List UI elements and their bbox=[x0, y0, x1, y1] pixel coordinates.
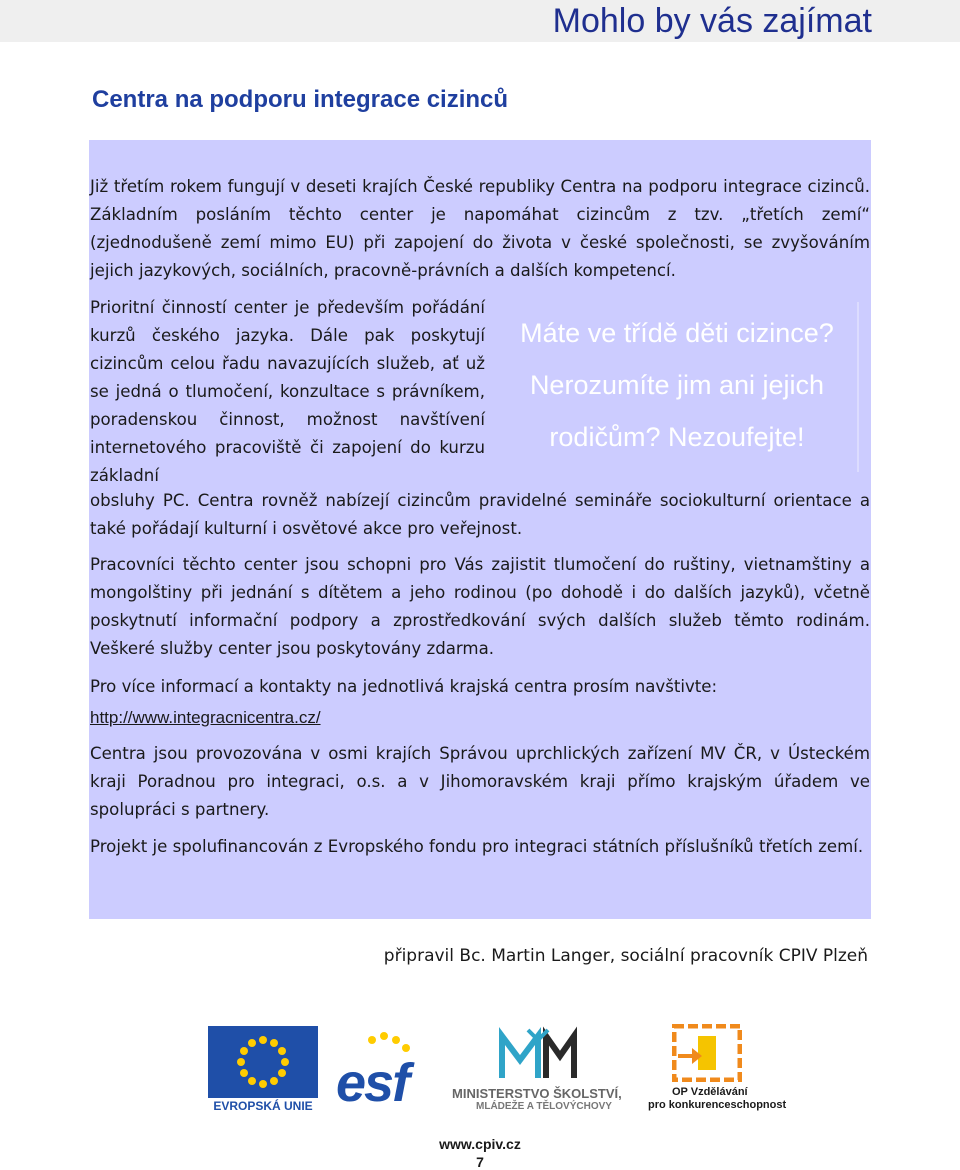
paragraph-activities: Prioritní činností center je především pořádání kurzů českého jazyka. Dále pak poskytují cizincům celou řadu navazujících služeb, ať už se jedná o tlumočení, konzultace s právníkem, poradenskou činnost, možnost navštívení internetového pracoviště či zapojení do kurzu základní bbox=[90, 298, 485, 485]
callout-box bbox=[497, 302, 859, 472]
op-label-line-2: pro konkurenceschopnost bbox=[648, 1099, 787, 1111]
callout-line-3: rodičům? Nezoufejte! bbox=[549, 422, 805, 452]
op-vzdelavani-logo bbox=[672, 1024, 742, 1082]
footer-website: www.cpiv.cz bbox=[439, 1136, 521, 1152]
header-title: Mohlo by vás zajímat bbox=[552, 2, 872, 40]
paragraph-intro: Již třetím rokem fungují v deseti krajích České republiky Centra na podporu integrace cizinců. Základním posláním těchto center je napomáhat cizincům z tzv. „třetích zemí“ (zjednodušeně zemí mimo EU) při zapojení do života v české společnosti, se zvyšováním jejich jazykových, sociálních, pracovně-právních a dalších kompetencí. bbox=[90, 177, 870, 280]
eu-flag-logo bbox=[208, 1026, 318, 1098]
integration-centres-link[interactable]: http://www.integracnicentra.cz/ bbox=[90, 708, 321, 727]
paragraph-operators: Centra jsou provozována v osmi krajích Správou uprchlických zařízení MV ČR, v Ústeckém kraji Poradnou pro integraci, o.s. a v Jihomoravském kraji přímo krajským úřadem ve spolupráci s partnery. bbox=[90, 744, 870, 819]
callout-line-2: Nerozumíte jim ani jejich bbox=[529, 370, 825, 400]
page-number: 7 bbox=[476, 1154, 484, 1170]
eu-logo-label: EVROPSKÁ UNIE bbox=[213, 1099, 313, 1113]
msmt-logo bbox=[498, 1026, 590, 1082]
paragraph-seminars: obsluhy PC. Centra rovněž nabízejí cizincům pravidelné semináře sociokulturní orientace a také pořádají kulturní i osvětové akce pro veřejnost. bbox=[90, 491, 870, 538]
msmt-label-line-1: MINISTERSTVO ŠKOLSTVÍ, bbox=[452, 1086, 622, 1101]
msmt-label-line-2: MLÁDEŽE A TĚLOVÝCHOVY bbox=[476, 1101, 612, 1112]
callout-line-1: Máte ve třídě děti cizince? bbox=[520, 318, 834, 348]
paragraph-funding: Projekt je spolufinancován z Evropského fondu pro integraci státních příslušníků třetích zemí. bbox=[90, 837, 864, 856]
esf-logo-text: esf bbox=[336, 1053, 409, 1113]
paragraph-more-info: Pro více informací a kontakty na jednotlivá krajská centra prosím navštivte: bbox=[90, 677, 718, 696]
author-credit: připravil Bc. Martin Langer, sociální pracovník CPIV Plzeň bbox=[383, 946, 868, 966]
article-title: Centra na podporu integrace cizinců bbox=[92, 86, 509, 113]
paragraph-interpreting: Pracovníci těchto center jsou schopni pro Vás zajistit tlumočení do ruštiny, vietnamštiny a mongolštiny při jednání s dítětem a jeho rodinou (po dohodě i do dalších jazyků), včetně poskytnutí informační podpory a zprostředkování svých dalších služeb těmto rodinám. Veškeré služby center jsou poskytovány zdarma. bbox=[90, 555, 870, 658]
op-label-line-1: OP Vzdělávání bbox=[672, 1086, 748, 1098]
esf-logo bbox=[332, 1030, 440, 1114]
